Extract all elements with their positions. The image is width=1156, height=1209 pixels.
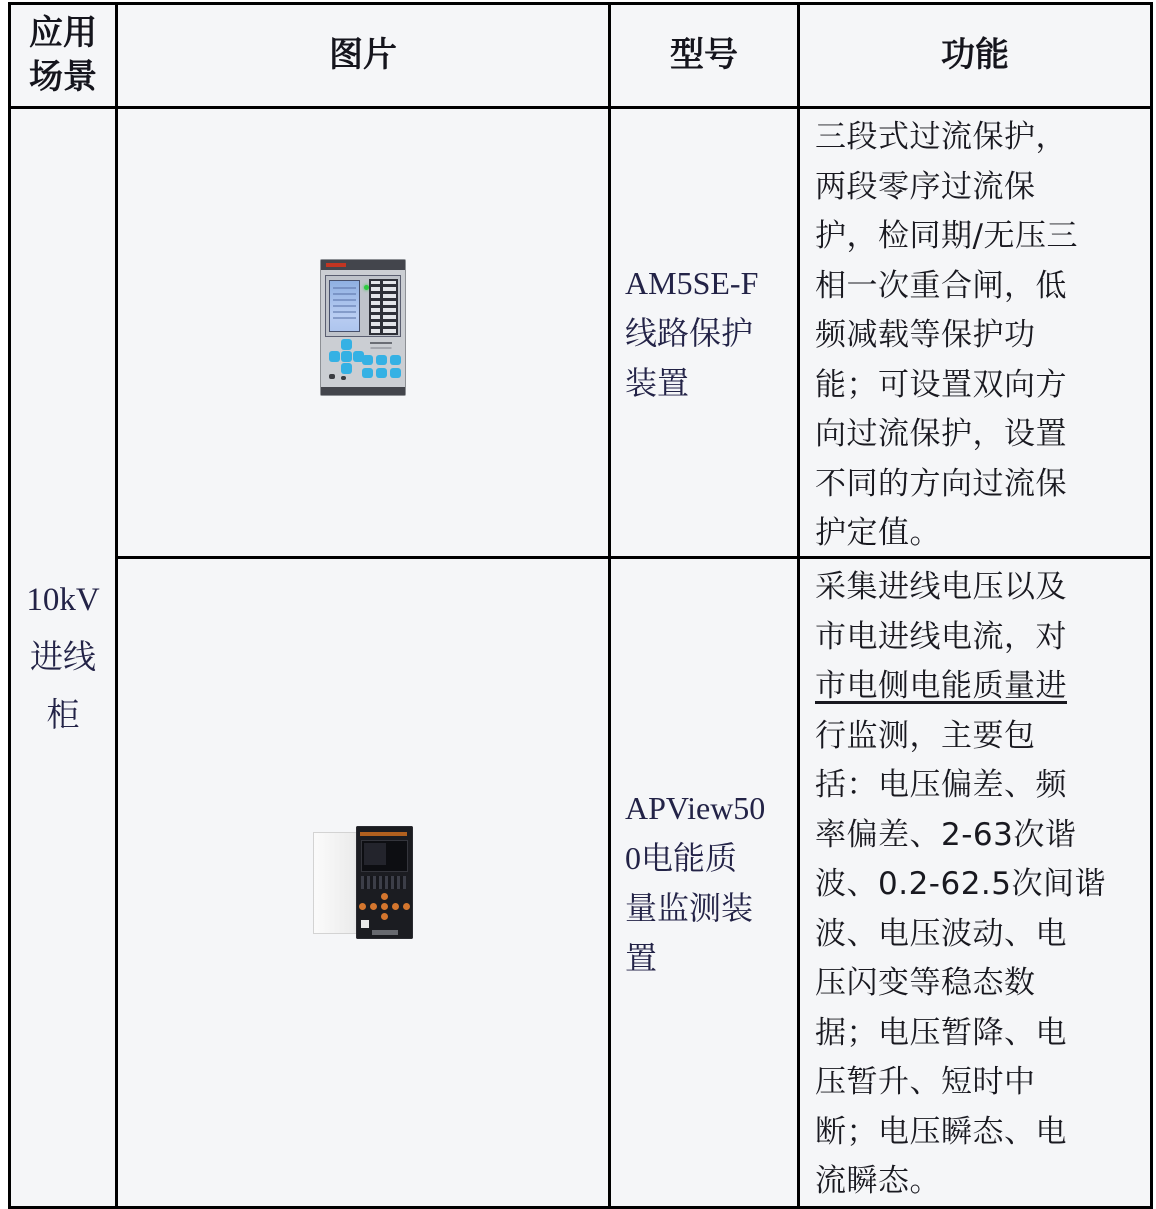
text-line: 率偏差、2-63次谐 bbox=[815, 816, 1077, 853]
text-line: 采集进线电压以及 bbox=[815, 569, 1067, 605]
brand-logo bbox=[326, 263, 346, 267]
text-line: 括：电压偏差、频 bbox=[815, 767, 1067, 803]
text-line: AM5SE-F bbox=[625, 264, 759, 301]
side-key bbox=[403, 903, 410, 910]
comm-port bbox=[329, 374, 335, 379]
text-line: 压闪变等稳态数 bbox=[815, 965, 1036, 1001]
model-cell-row2 bbox=[611, 559, 800, 1209]
text-line: 据；电压暂降、电 bbox=[815, 1014, 1067, 1051]
apview500-device-image bbox=[313, 826, 413, 939]
text-line: 场景 bbox=[29, 58, 97, 96]
header-cell-model bbox=[611, 5, 800, 109]
text-line: 置 bbox=[625, 939, 658, 976]
function-cell-row2 bbox=[800, 559, 1153, 1209]
indicator-strip bbox=[361, 876, 406, 889]
comm-port bbox=[341, 376, 346, 380]
text-line: 市电进线电流，对 bbox=[815, 618, 1067, 655]
function-keypad bbox=[362, 355, 401, 378]
device-bottom-bezel bbox=[321, 387, 405, 395]
image-cell-row1 bbox=[118, 109, 611, 559]
text-line: 线路保护 bbox=[625, 314, 754, 351]
function-cell-row1 bbox=[800, 109, 1153, 559]
device-front-panel bbox=[356, 826, 413, 939]
text-line: 10kV bbox=[26, 581, 100, 618]
spec-table bbox=[8, 2, 1153, 1209]
text-line: APView50 bbox=[625, 789, 766, 826]
nav-enter-key bbox=[341, 351, 352, 362]
text-line: 流瞬态。 bbox=[815, 1163, 941, 1199]
panel-model-text bbox=[370, 342, 392, 344]
text-line: 护定值。 bbox=[815, 515, 941, 551]
lcd-screen bbox=[361, 840, 408, 872]
usb-port bbox=[361, 920, 369, 928]
image-cell-row2 bbox=[118, 559, 611, 1209]
indicator-label-grid bbox=[369, 279, 398, 335]
panel-model-text bbox=[372, 930, 398, 935]
text-line: 断；电压瞬态、电 bbox=[815, 1113, 1067, 1150]
nav-left-key bbox=[329, 351, 340, 362]
text-line: 进线 bbox=[30, 639, 96, 676]
text-line: 不同的方向过流保 bbox=[815, 465, 1067, 502]
text-line: 压暂升、短时中 bbox=[815, 1064, 1036, 1100]
text-line: 应用 bbox=[29, 14, 97, 52]
header-cell-image bbox=[118, 5, 611, 109]
text-line: 三段式过流保护， bbox=[815, 119, 1067, 155]
panel-title-strip bbox=[360, 832, 407, 836]
header-cell-scenario bbox=[11, 5, 118, 109]
text-line: 装置 bbox=[625, 364, 690, 401]
text-line: 波、0.2-62.5次间谐 bbox=[815, 866, 1107, 902]
text-line: 能；可设置双向方 bbox=[815, 366, 1067, 403]
text-line: 波、电压波动、电 bbox=[815, 915, 1067, 952]
text-line: 向过流保护，设置 bbox=[815, 416, 1067, 452]
display-area bbox=[325, 275, 401, 337]
header-label-image: 图片 bbox=[329, 36, 397, 74]
text-line: 市电侧电能质量进 bbox=[815, 668, 1067, 704]
text-line: 两段零序过流保 bbox=[815, 168, 1036, 205]
nav-down-key bbox=[381, 913, 388, 920]
text-line: 护，检同期/无压三 bbox=[815, 218, 1078, 254]
text-line: 柜 bbox=[46, 697, 80, 734]
side-key bbox=[359, 903, 366, 910]
am5se-f-device-image bbox=[320, 259, 406, 396]
model-cell-row1 bbox=[611, 109, 800, 559]
text-line: 0电能质 bbox=[625, 839, 738, 876]
text-line: 相一次重合闸，低 bbox=[815, 267, 1067, 304]
header-label-function: 功能 bbox=[941, 36, 1009, 74]
nav-up-key bbox=[381, 893, 388, 900]
lcd-screen bbox=[329, 280, 360, 332]
nav-down-key bbox=[341, 363, 352, 374]
text-line: 量监测装 bbox=[625, 889, 754, 926]
text-line: 频减载等保护功 bbox=[815, 317, 1036, 353]
nav-left-key bbox=[370, 903, 377, 910]
nav-right-key bbox=[392, 903, 399, 910]
scenario-cell-10kv-incoming-cabinet bbox=[11, 109, 118, 1209]
header-cell-function bbox=[800, 5, 1153, 109]
nav-up-key bbox=[341, 339, 352, 350]
header-label-model: 型号 bbox=[670, 36, 738, 74]
text-line: 行监测，主要包 bbox=[815, 717, 1036, 754]
nav-enter-key bbox=[381, 903, 388, 910]
